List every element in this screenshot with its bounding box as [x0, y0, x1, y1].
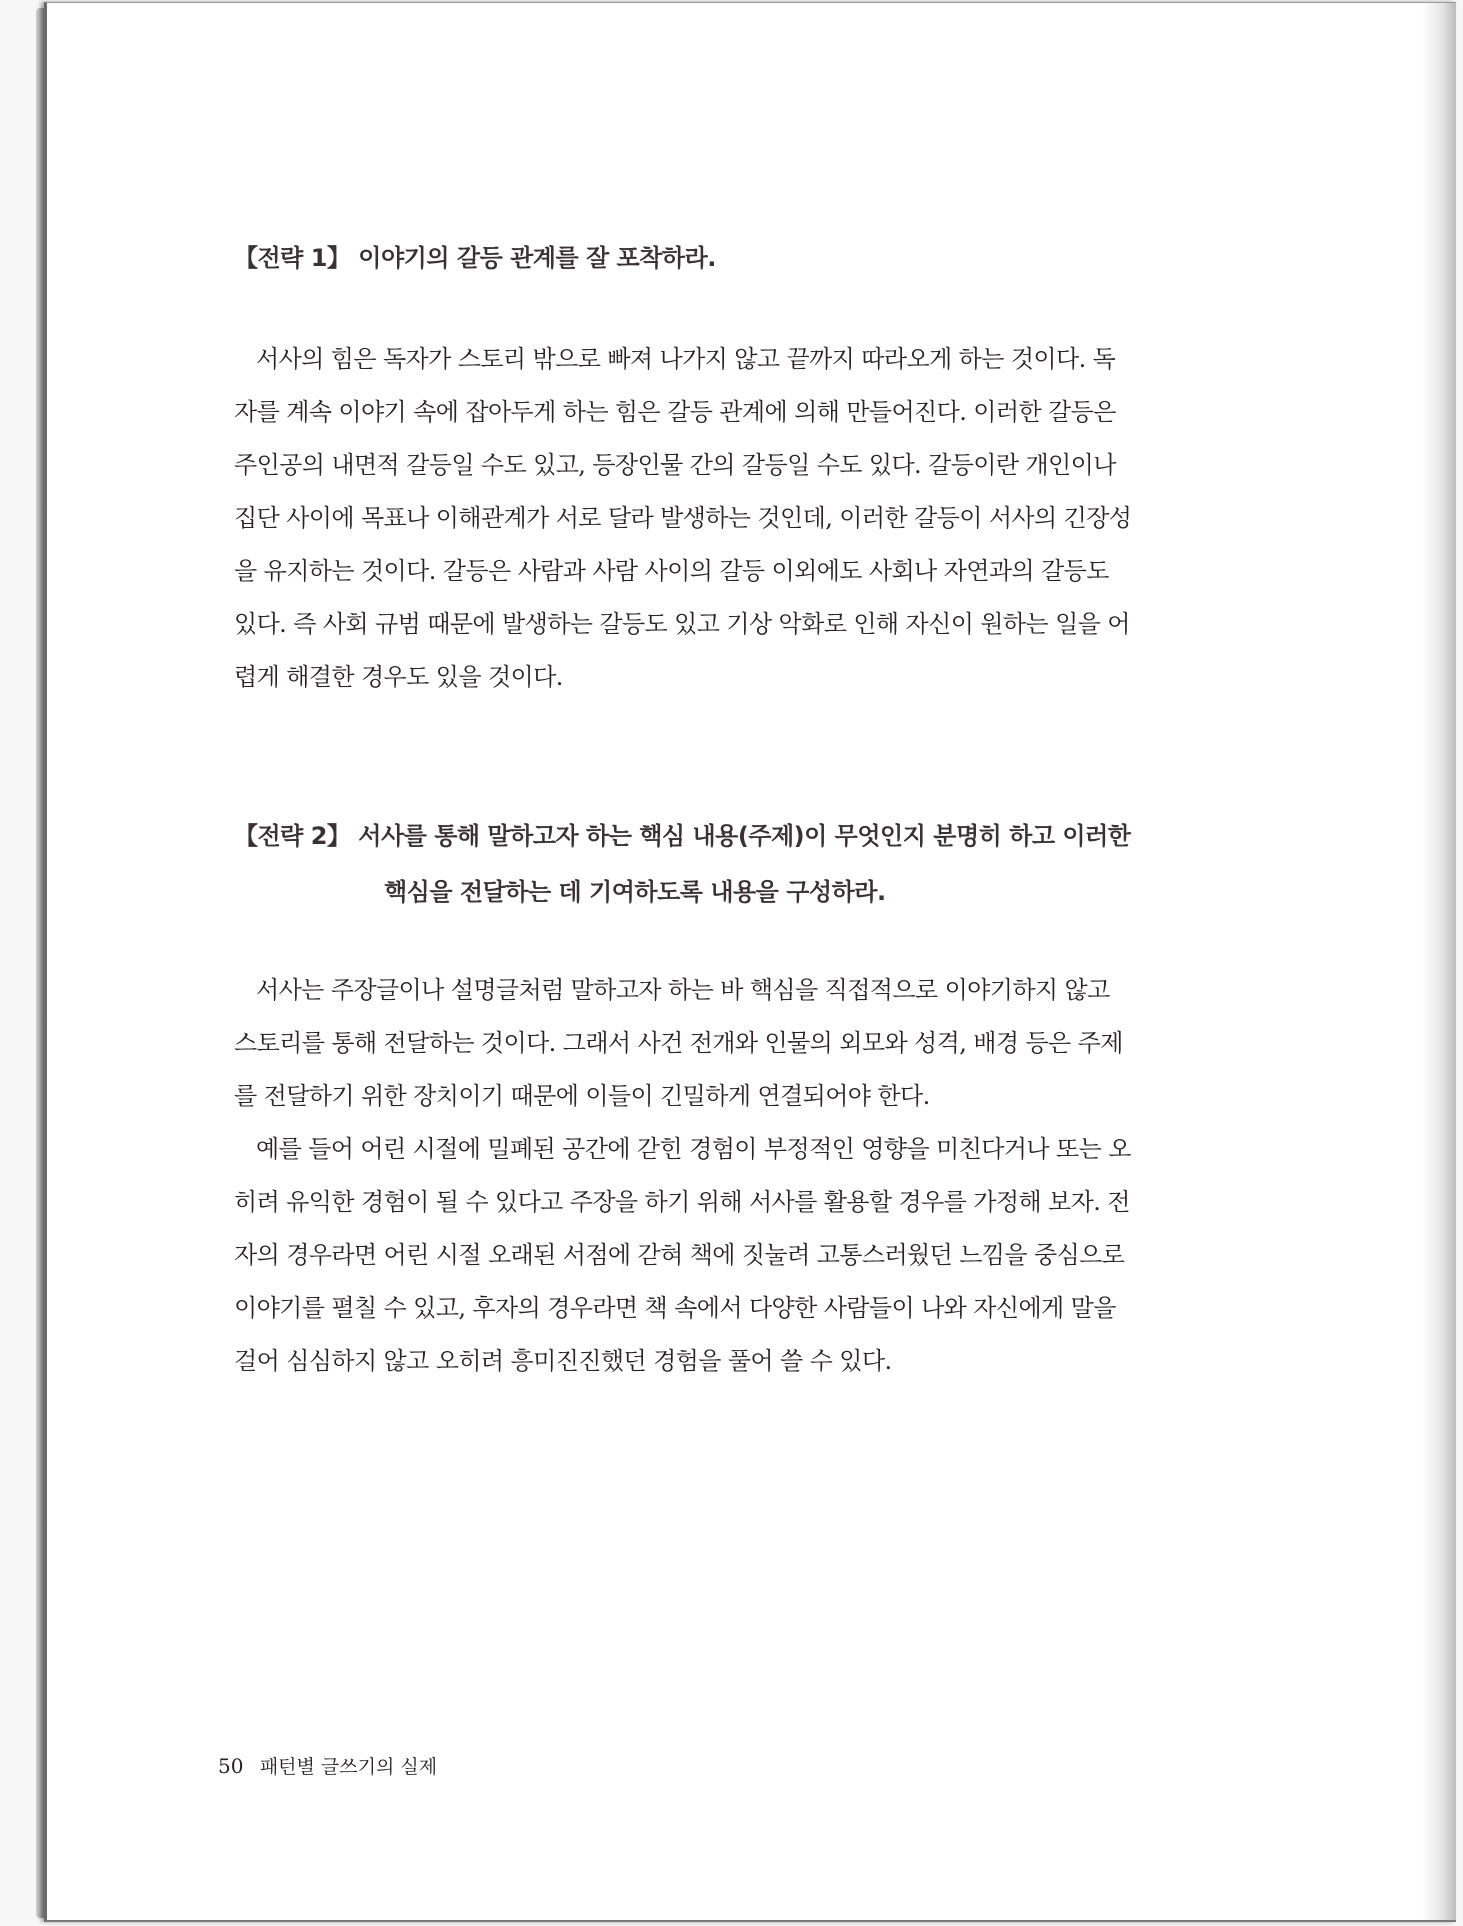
paragraph-line: 자의 경우라면 어린 시절 오래된 서점에 갇혀 책에 짓눌려 고통스러웠던 느낌을 중심으로: [234, 1241, 1125, 1269]
book-page: [44, 2, 1456, 1922]
paragraph-line: 히려 유익한 경험이 될 수 있다고 주장을 하기 위해 서사를 활용할 경우를 가정해 보자. 전: [234, 1188, 1130, 1216]
page-footer: [218, 1752, 437, 1779]
book-title: 패턴별 글쓰기의 실제: [259, 1756, 438, 1778]
strategy-1-paragraph: [234, 333, 1234, 704]
paragraph-line: 예를 들어 어린 시절에 밀폐된 공간에 갇힌 경험이 부정적인 영향을 미친다거나 또는 오: [256, 1135, 1131, 1163]
strategy-1-label: 【전략 1】: [234, 244, 351, 272]
page-number: 50: [218, 1754, 244, 1778]
strategy-2-title-line-2: 핵심을 전달하는 데 기여하도록 내용을 구성하라.: [384, 878, 886, 906]
strategy-1-heading: [234, 238, 716, 273]
paragraph-line: 서사는 주장글이나 설명글처럼 말하고자 하는 바 핵심을 직접적으로 이야기하지 않고: [256, 976, 1110, 1004]
paragraph-line: 있다. 즉 사회 규범 때문에 발생하는 갈등도 있고 기상 악화로 인해 자신이 원하는 일을 어: [234, 610, 1130, 638]
strategy-2-label: 【전략 2】: [234, 822, 351, 850]
strategy-1-title: 이야기의 갈등 관계를 잘 포착하라.: [358, 244, 716, 272]
paragraph-line: 스토리를 통해 전달하는 것이다. 그래서 사건 전개와 인물의 외모와 성격, 배경 등은 주제: [234, 1029, 1123, 1057]
paragraph-line: 주인공의 내면적 갈등일 수도 있고, 등장인물 간의 갈등일 수도 있다. 갈등이란 개인이나: [234, 451, 1116, 479]
paragraph-line: 집단 사이에 목표나 이해관계가 서로 달라 발생하는 것인데, 이러한 갈등이 서사의 긴장성: [234, 504, 1132, 532]
strategy-2-heading: [234, 816, 1130, 851]
strategy-2-title-line-1: 서사를 통해 말하고자 하는 핵심 내용(주제)이 무엇인지 분명히 하고 이러한: [358, 822, 1131, 850]
strategy-2-paragraph-2: [234, 1123, 1234, 1388]
paragraph-line: 을 유지하는 것이다. 갈등은 사람과 사람 사이의 갈등 이외에도 사회나 자연과의 갈등도: [234, 557, 1109, 585]
paragraph-line: 렵게 해결한 경우도 있을 것이다.: [234, 663, 563, 691]
strategy-2-paragraph-1: [234, 964, 1234, 1123]
paragraph-line: 이야기를 펼칠 수 있고, 후자의 경우라면 책 속에서 다양한 사람들이 나와 자신에게 말을: [234, 1294, 1116, 1322]
paragraph-line: 걸어 심심하지 않고 오히려 흥미진진했던 경험을 풀어 쓸 수 있다.: [234, 1347, 892, 1375]
book-spine-shadow: [36, 8, 44, 1918]
paragraph-line: 서사의 힘은 독자가 스토리 밖으로 빠져 나가지 않고 끝까지 따라오게 하는 것이다. 독: [256, 345, 1116, 373]
paragraph-line: 를 전달하기 위한 장치이기 때문에 이들이 긴밀하게 연결되어야 한다.: [234, 1082, 930, 1110]
paragraph-line: 자를 계속 이야기 속에 잡아두게 하는 힘은 갈등 관계에 의해 만들어진다. 이러한 갈등은: [234, 398, 1116, 426]
